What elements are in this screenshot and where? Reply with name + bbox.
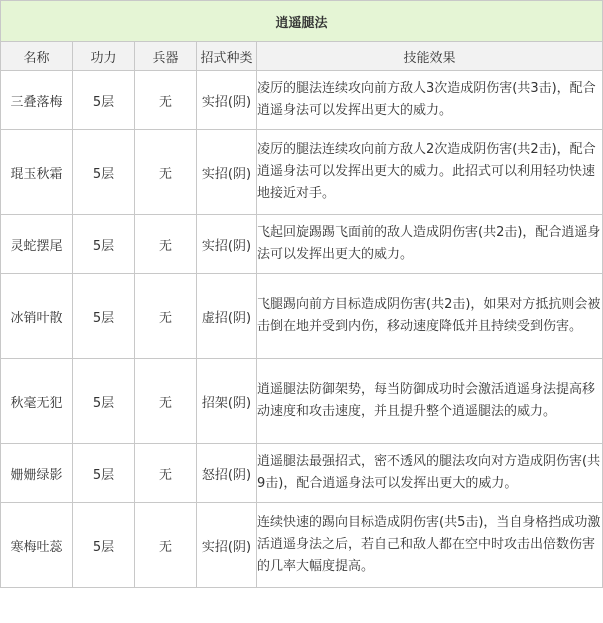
skill-weapon: 无 — [135, 130, 197, 215]
skill-name: 秋毫无犯 — [1, 359, 73, 444]
table-row — [1, 130, 603, 215]
skill-power: 5层 — [73, 274, 135, 359]
skill-weapon: 无 — [135, 444, 197, 503]
skill-weapon: 无 — [135, 274, 197, 359]
table-row — [1, 215, 603, 274]
table-row — [1, 359, 603, 444]
skill-type: 实招(阴) — [197, 71, 257, 130]
table-row — [1, 71, 603, 130]
header-type: 招式种类 — [197, 42, 257, 71]
skill-power: 5层 — [73, 130, 135, 215]
skill-name: 寒梅吐蕊 — [1, 503, 73, 588]
table-row — [1, 503, 603, 588]
skill-effect: 连续快速的踢向目标造成阴伤害(共5击)，当自身格挡成功激活逍遥身法之后，若自己和敌人都在空中时攻击出倍数伤害的几率大幅度提高。 — [257, 503, 603, 588]
header-effect: 技能效果 — [257, 42, 603, 71]
table-title-row — [1, 1, 603, 42]
header-weapon: 兵器 — [135, 42, 197, 71]
table-title: 逍遥腿法 — [1, 1, 603, 42]
skill-weapon: 无 — [135, 359, 197, 444]
skill-name: 三叠落梅 — [1, 71, 73, 130]
skill-type: 实招(阴) — [197, 215, 257, 274]
skill-type: 虚招(阴) — [197, 274, 257, 359]
skill-effect: 凌厉的腿法连续攻向前方敌人3次造成阴伤害(共3击)，配合逍遥身法可以发挥出更大的威力。 — [257, 71, 603, 130]
skill-type: 怒招(阴) — [197, 444, 257, 503]
skill-effect: 飞起回旋踢踢飞面前的敌人造成阴伤害(共2击)，配合逍遥身法可以发挥出更大的威力。 — [257, 215, 603, 274]
table-header-row — [1, 42, 603, 71]
skill-effect: 飞腿踢向前方目标造成阴伤害(共2击)，如果对方抵抗则会被击倒在地并受到内伤，移动速度降低并且持续受到伤害。 — [257, 274, 603, 359]
header-name: 名称 — [1, 42, 73, 71]
table-row — [1, 444, 603, 503]
skill-type: 实招(阴) — [197, 503, 257, 588]
skill-effect: 凌厉的腿法连续攻向前方敌人2次造成阴伤害(共2击)，配合逍遥身法可以发挥出更大的威力。此招式可以利用轻功快速地接近对手。 — [257, 130, 603, 215]
skill-weapon: 无 — [135, 215, 197, 274]
header-power: 功力 — [73, 42, 135, 71]
skill-power: 5层 — [73, 503, 135, 588]
skill-weapon: 无 — [135, 71, 197, 130]
skill-power: 5层 — [73, 215, 135, 274]
skill-type: 实招(阴) — [197, 130, 257, 215]
skill-power: 5层 — [73, 71, 135, 130]
table-row — [1, 274, 603, 359]
skill-power: 5层 — [73, 444, 135, 503]
skill-weapon: 无 — [135, 503, 197, 588]
skill-name: 冰销叶散 — [1, 274, 73, 359]
skill-effect: 逍遥腿法最强招式，密不透风的腿法攻向对方造成阴伤害(共9击)，配合逍遥身法可以发挥出更大的威力。 — [257, 444, 603, 503]
skill-name: 琨玉秋霜 — [1, 130, 73, 215]
skill-name: 灵蛇摆尾 — [1, 215, 73, 274]
skill-type: 招架(阴) — [197, 359, 257, 444]
skill-name: 姗姗绿影 — [1, 444, 73, 503]
skill-power: 5层 — [73, 359, 135, 444]
skill-effect: 逍遥腿法防御架势，每当防御成功时会激活逍遥身法提高移动速度和攻击速度，并且提升整个逍遥腿法的威力。 — [257, 359, 603, 444]
